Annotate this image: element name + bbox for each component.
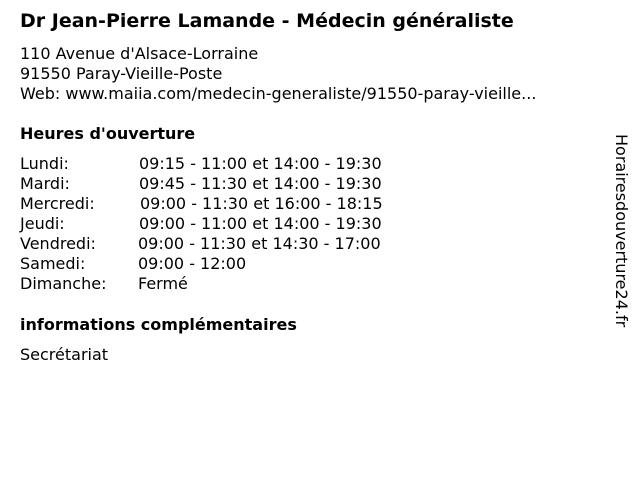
website-link[interactable]: Web: www.maiia.com/medecin-generaliste/91550-paray-vieille... bbox=[20, 84, 537, 103]
watermark: Horairesdouverture24.fr bbox=[612, 134, 631, 328]
extra-info-text: Secrétariat bbox=[20, 345, 109, 364]
time-value: Fermé bbox=[138, 274, 188, 293]
time-value: 09:00 - 11:30 et 14:30 - 17:00 bbox=[138, 234, 381, 253]
time-value: 09:00 - 11:30 et 16:00 - 18:15 bbox=[140, 194, 383, 213]
day-label: Samedi: bbox=[20, 254, 86, 273]
city-address: 91550 Paray-Vieille-Poste bbox=[20, 64, 223, 83]
day-label: Mercredi: bbox=[20, 194, 95, 213]
day-label: Mardi: bbox=[20, 174, 70, 193]
page-title: Dr Jean-Pierre Lamande - Médecin généraliste bbox=[20, 10, 514, 32]
time-value: 09:15 - 11:00 et 14:00 - 19:30 bbox=[139, 154, 382, 173]
time-value: 09:00 - 12:00 bbox=[138, 254, 247, 273]
day-label: Jeudi: bbox=[20, 214, 65, 233]
address-block bbox=[20, 44, 536, 104]
street-address: 110 Avenue d'Alsace-Lorraine bbox=[20, 44, 259, 63]
day-label: Vendredi: bbox=[20, 234, 96, 253]
hours-heading: Heures d'ouverture bbox=[20, 124, 196, 143]
day-label: Dimanche: bbox=[20, 274, 107, 293]
day-label: Lundi: bbox=[20, 154, 69, 173]
time-value: 09:00 - 11:00 et 14:00 - 19:30 bbox=[139, 214, 382, 233]
time-value: 09:45 - 11:30 et 14:00 - 19:30 bbox=[139, 174, 382, 193]
extra-info-heading: informations complémentaires bbox=[20, 315, 297, 334]
